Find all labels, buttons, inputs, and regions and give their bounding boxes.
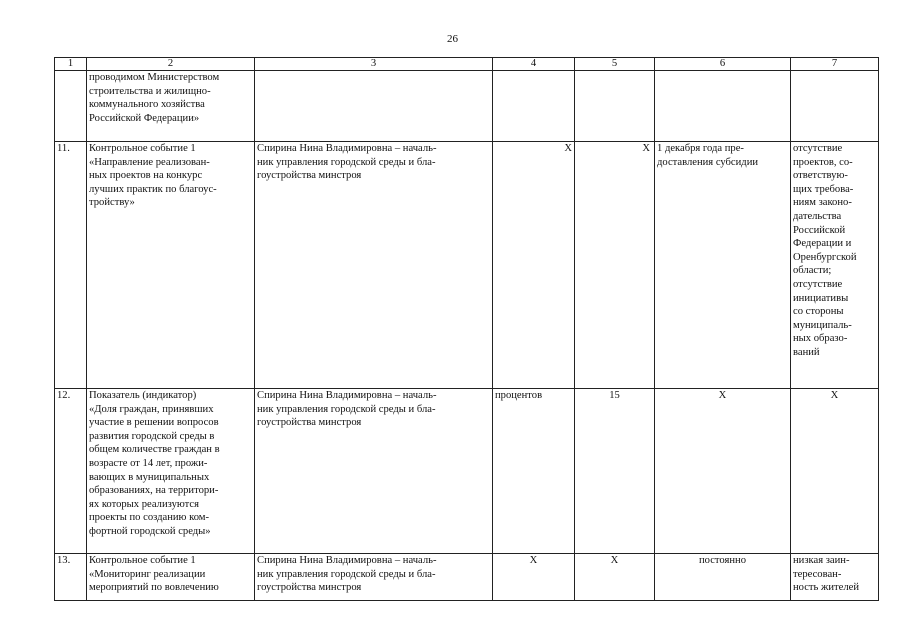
responsible-cell bbox=[255, 554, 493, 601]
value-cell: X bbox=[575, 142, 655, 389]
event-description-cell bbox=[87, 554, 255, 601]
deadline-cell bbox=[655, 142, 791, 389]
event-description-cell bbox=[87, 71, 255, 142]
column-header: 2 bbox=[87, 58, 255, 71]
row-number-cell bbox=[55, 71, 87, 142]
column-header: 6 bbox=[655, 58, 791, 71]
column-header: 3 bbox=[255, 58, 493, 71]
column-header: 5 bbox=[575, 58, 655, 71]
cell-text: отсутствие проектов, со- ответствую- щих требова- ниям законо- дательства Российской Федерации и Оренбургской области; отсутствие инициативы со стороны муниципаль- ных образо- ваний bbox=[793, 143, 857, 358]
risk-cell bbox=[791, 71, 879, 142]
column-header: 7 bbox=[791, 58, 879, 71]
unit-cell bbox=[493, 71, 575, 142]
event-description-cell bbox=[87, 389, 255, 554]
unit-cell: процентов bbox=[493, 389, 575, 554]
deadline-cell: X bbox=[655, 389, 791, 554]
responsible-cell bbox=[255, 389, 493, 554]
table-header-row bbox=[55, 58, 879, 71]
deadline-cell: постоянно bbox=[655, 554, 791, 601]
risk-cell: X bbox=[791, 389, 879, 554]
row-number-cell: 12. bbox=[55, 389, 87, 554]
cell-text: Контрольное событие 1 «Мониторинг реализации мероприятий по вовлечению bbox=[89, 555, 219, 594]
column-header: 4 bbox=[493, 58, 575, 71]
value-cell bbox=[575, 71, 655, 142]
cell-text: Показатель (индикатор) «Доля граждан, принявших участие в решении вопросов развития городской среды в общем количестве граждан в возрасте от 14 лет, прожи- вающих в муниципальных образованиях, на территори- ях которых реализуются проекты по созданию ком- фортной городской среды» bbox=[89, 390, 220, 537]
cell-text: Спирина Нина Владимировна – началь- ник управления городской среды и бла- гоустройства минстроя bbox=[257, 390, 437, 429]
deadline-cell bbox=[655, 71, 791, 142]
table-row bbox=[55, 142, 879, 389]
cell-text: Спирина Нина Владимировна – началь- ник управления городской среды и бла- гоустройства минстроя bbox=[257, 555, 437, 594]
cell-text: проводимом Министерством строительства и жилищно- коммунального хозяйства Российской Федерации» bbox=[89, 72, 220, 124]
cell-text: 1 декабря года пре- доставления субсидии bbox=[657, 143, 759, 168]
unit-cell: X bbox=[493, 142, 575, 389]
table-row bbox=[55, 71, 879, 142]
value-cell: 15 bbox=[575, 389, 655, 554]
cell-text: Контрольное событие 1 «Направление реализован- ных проектов на конкурс лучших практик по благоус- тройству» bbox=[89, 143, 217, 209]
cell-text: низкая заин- тересован- ность жителей bbox=[793, 555, 860, 594]
row-number-cell: 11. bbox=[55, 142, 87, 389]
page-number: 26 bbox=[447, 33, 458, 45]
document-table bbox=[54, 57, 879, 601]
table-row bbox=[55, 389, 879, 554]
value-cell: X bbox=[575, 554, 655, 601]
risk-cell bbox=[791, 554, 879, 601]
column-header: 1 bbox=[55, 58, 87, 71]
unit-cell: X bbox=[493, 554, 575, 601]
risk-cell bbox=[791, 142, 879, 389]
responsible-cell bbox=[255, 142, 493, 389]
table-row bbox=[55, 554, 879, 601]
row-number-cell: 13. bbox=[55, 554, 87, 601]
cell-text: Спирина Нина Владимировна – началь- ник управления городской среды и бла- гоустройства минстроя bbox=[257, 143, 437, 182]
event-description-cell bbox=[87, 142, 255, 389]
responsible-cell bbox=[255, 71, 493, 142]
